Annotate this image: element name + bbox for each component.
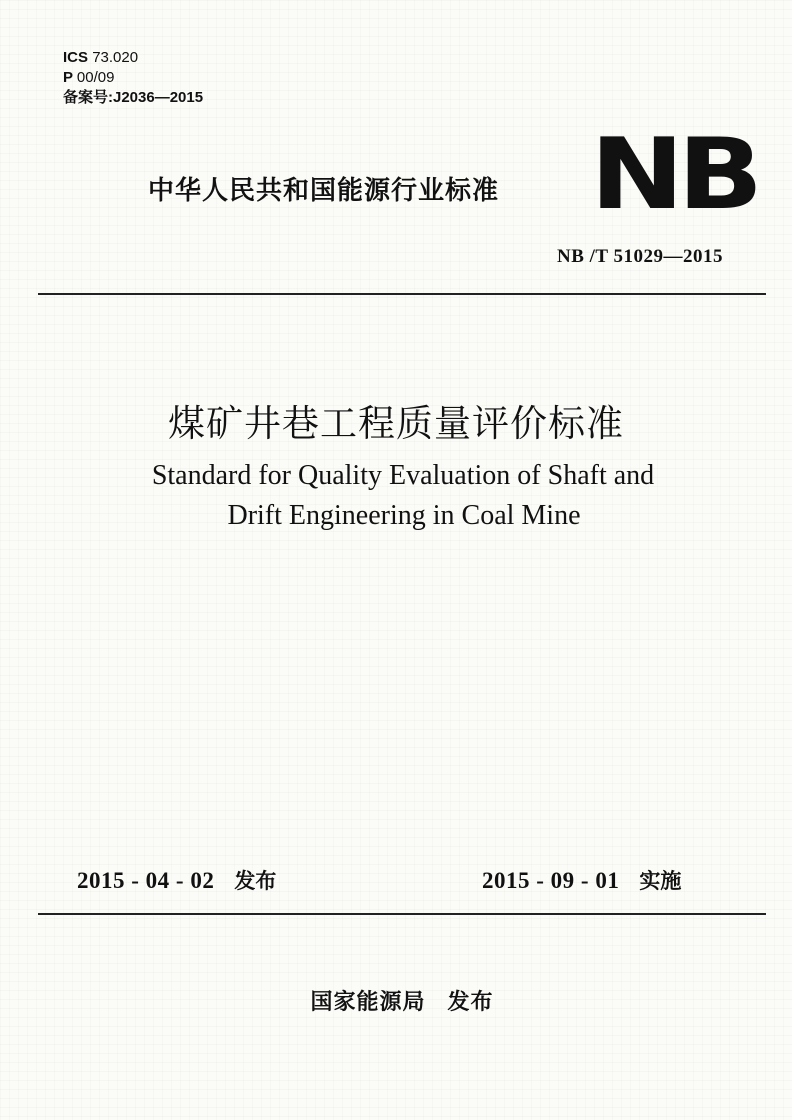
title-english-line-2: Drift Engineering in Coal Mine	[227, 500, 581, 531]
issue-date: 2015 - 04 - 02	[77, 868, 215, 893]
top-divider	[38, 293, 766, 295]
standard-number: NB /T 51029—2015	[556, 246, 723, 267]
bottom-divider	[38, 913, 766, 915]
title-english-line-1: Standard for Quality Evaluation of Shaft and	[151, 460, 655, 491]
ics-value: 73.020	[92, 49, 139, 66]
issue-date-block	[77, 865, 276, 895]
ics-code	[63, 48, 203, 68]
issue-label: 发布	[234, 869, 277, 893]
p-label: P	[63, 69, 73, 86]
issuing-authority-heading: 中华人民共和国能源行业标准	[148, 176, 500, 206]
record-value: J2036—2015	[113, 89, 204, 106]
nb-logo: NB	[590, 118, 757, 232]
record-number	[63, 88, 203, 108]
publisher-line	[0, 985, 792, 1016]
p-value: 00/09	[76, 69, 115, 86]
classification-block	[63, 48, 203, 108]
implementation-label: 实施	[639, 869, 682, 893]
implementation-date: 2015 - 09 - 01	[482, 868, 620, 893]
publisher-action: 发布	[447, 990, 494, 1015]
publisher-name: 国家能源局	[310, 990, 426, 1015]
title-english	[0, 456, 792, 536]
p-code	[63, 68, 203, 88]
implementation-date-block	[482, 865, 681, 895]
title-chinese: 煤矿井巷工程质量评价标准	[168, 402, 624, 445]
record-label: 备案号:	[63, 89, 113, 106]
ics-label: ICS	[63, 49, 89, 66]
